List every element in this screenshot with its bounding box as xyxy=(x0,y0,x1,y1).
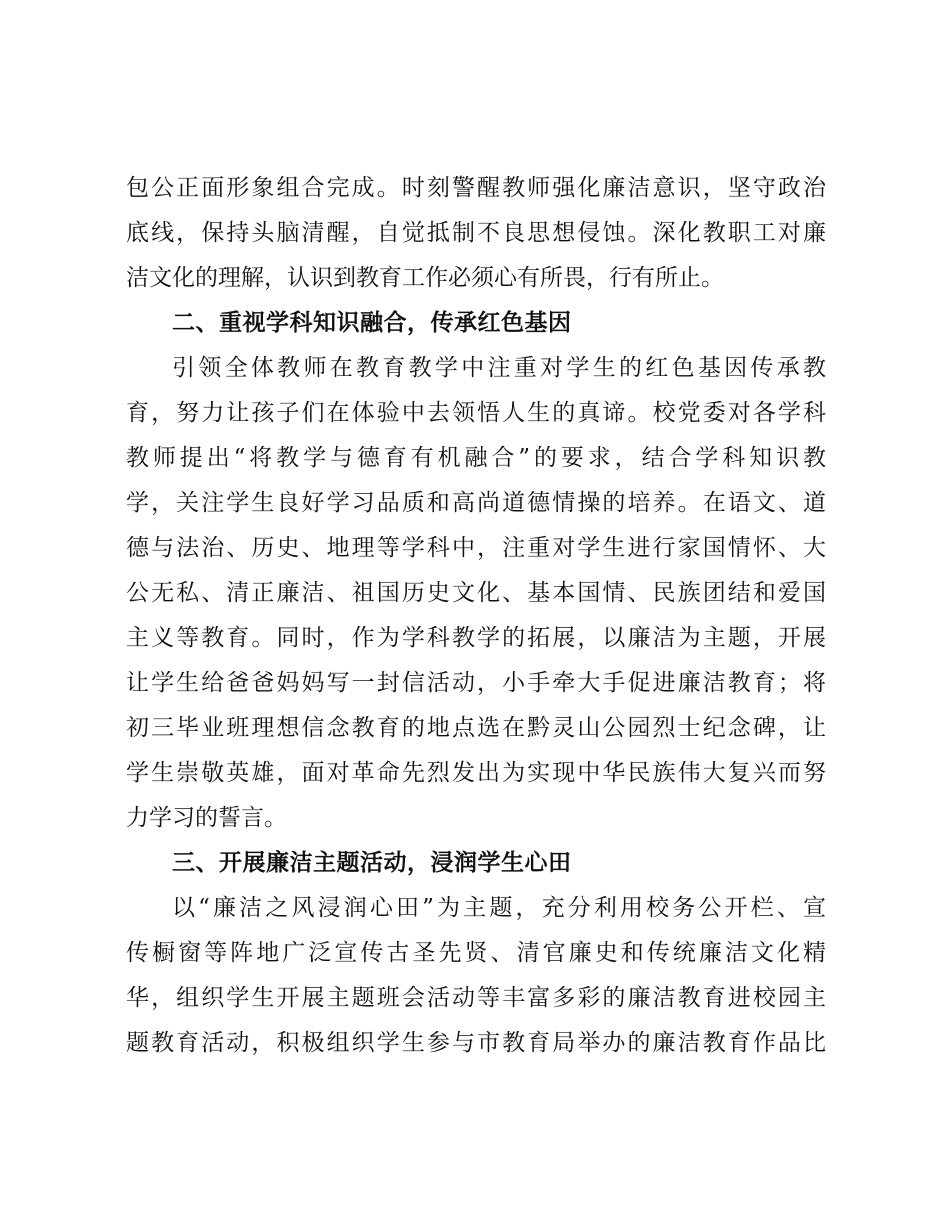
text-line: 底线，保持头脑清醒，自觉抵制不良思想侵蚀。深化教职工对廉 xyxy=(126,220,826,246)
section-heading: 二、重视学科知识融合，传承红色基因 xyxy=(172,310,572,336)
text-line: 教师提出“将教学与德育有机融合”的要求，结合学科知识教 xyxy=(126,445,826,471)
text-line: 以“廉洁之风浸润心田”为主题，充分利用校务公开栏、宣 xyxy=(172,895,826,921)
text-line: 初三毕业班理想信念教育的地点选在黔灵山公园烈士纪念碑，让 xyxy=(126,715,826,741)
text-line: 题教育活动，积极组织学生参与市教育局举办的廉洁教育作品比 xyxy=(126,1030,826,1056)
text-line: 让学生给爸爸妈妈写一封信活动，小手牵大手促进廉洁教育；将 xyxy=(126,670,826,696)
text-line: 德与法治、历史、地理等学科中，注重对学生进行家国情怀、大 xyxy=(126,535,826,561)
text-line: 学生崇敬英雄，面对革命先烈发出为实现中华民族伟大复兴而努 xyxy=(126,760,826,786)
text-line: 引领全体教师在教育教学中注重对学生的红色基因传承教 xyxy=(172,355,826,381)
text-line: 华，组织学生开展主题班会活动等丰富多彩的廉洁教育进校园主 xyxy=(126,985,826,1011)
text-line: 主义等教育。同时，作为学科教学的拓展，以廉洁为主题，开展 xyxy=(126,625,826,651)
text-line: 传橱窗等阵地广泛宣传古圣先贤、清官廉史和传统廉洁文化精 xyxy=(126,940,826,966)
text-line: 包公正面形象组合完成。时刻警醒教师强化廉洁意识，坚守政治 xyxy=(126,175,826,201)
section-heading: 三、开展廉洁主题活动，浸润学生心田 xyxy=(172,850,572,876)
text-line: 洁文化的理解，认识到教育工作必须心有所畏，行有所止。 xyxy=(126,265,724,291)
text-line: 力学习的誓言。 xyxy=(126,805,287,831)
text-line: 学，关注学生良好学习品质和高尚道德情操的培养。在语文、道 xyxy=(126,490,826,516)
text-line: 公无私、清正廉洁、祖国历史文化、基本国情、民族团结和爱国 xyxy=(126,580,826,606)
document-body xyxy=(126,166,826,1066)
text-line: 育，努力让孩子们在体验中去领悟人生的真谛。校党委对各学科 xyxy=(126,400,826,426)
